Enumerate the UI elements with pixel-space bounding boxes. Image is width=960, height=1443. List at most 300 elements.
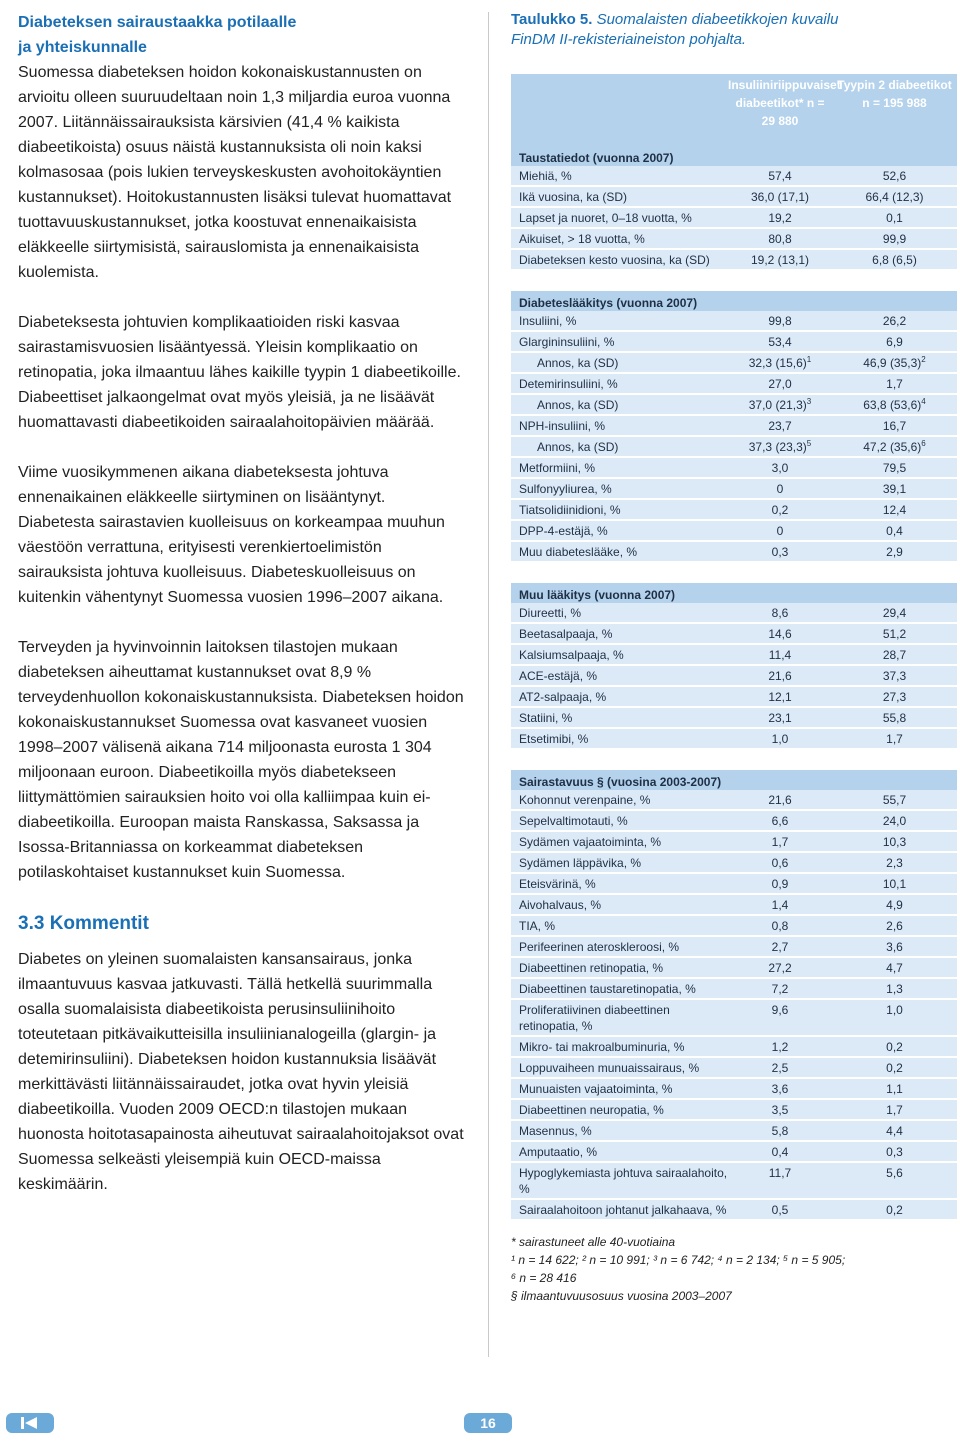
row-value-type2 [832,353,957,372]
table-row [511,790,957,811]
row-value-insulin-dependent [728,542,832,561]
footnote-ref: 5 [806,439,812,448]
cell-value: 10,3 [882,835,907,849]
cell-value: 2,9 [886,545,903,559]
table-row [511,603,957,624]
row-label: Detemirinsuliini, % [519,377,618,391]
row-value-insulin-dependent [728,708,832,727]
cell-value: 37,3 [882,669,907,683]
footnote-ref: 1 [806,355,812,364]
row-value-insulin-dependent [728,458,832,477]
table-row [511,1142,957,1163]
header-blank [511,74,728,146]
row-label: Beetasalpaaja, % [519,627,613,641]
footnote-ref: 4 [921,397,926,406]
section-spacer [511,563,957,583]
page-number: 16 [464,1413,512,1433]
row-value-insulin-dependent [728,1200,832,1219]
cell-value: 3,0 [771,461,789,475]
row-label: Sairaalahoitoon johtanut jalkahaava, % [519,1203,727,1217]
cell-value: 0,4 [771,1145,789,1159]
right-column [511,10,957,1305]
row-value-type2 [832,603,957,622]
table-row [511,542,957,563]
cell-value: 63,8 (53,6) [863,398,922,412]
row-label: Munuaisten vajaatoiminta, % [519,1082,673,1096]
row-value-type2 [832,374,957,393]
cell-value: 23,1 [768,711,792,725]
cell-value: 1,2 [771,1040,789,1054]
table-row [511,500,957,521]
cell-value: 0,5 [771,1203,789,1217]
table-row [511,1121,957,1142]
row-value-type2 [832,521,957,540]
row-value-type2 [832,853,957,872]
table-row [511,895,957,916]
row-value-insulin-dependent [728,353,832,372]
cell-value: 19,2 (13,1) [750,253,810,267]
row-label: Loppuvaiheen munuaissairaus, % [519,1061,700,1075]
row-label: ACE-estäjä, % [519,669,598,683]
row-value-type2 [832,1121,957,1140]
cell-value: 27,2 [768,961,792,975]
table-row [511,687,957,708]
footnote-ref: 2 [921,355,926,364]
cell-value: 4,4 [886,1124,903,1138]
cell-value: 11,7 [768,1166,792,1180]
table-row [511,624,957,645]
row-label: Sulfonyyliurea, % [519,482,612,496]
row-label: Annos, ka (SD) [537,356,619,370]
cell-value: 99,8 [768,314,792,328]
row-value-type2 [832,874,957,893]
cell-value: 0,4 [886,524,903,538]
row-value-insulin-dependent [728,229,832,248]
row-value-type2 [832,624,957,643]
cell-value: 37,0 (21,3) [748,398,807,412]
cell-value: 37,3 (23,3) [748,440,807,454]
row-label: Glargininsuliini, % [519,335,615,349]
row-label: Diabeettinen retinopatia, % [519,961,664,975]
table-row [511,708,957,729]
row-value-insulin-dependent [728,521,832,540]
paragraph-costs: Suomessa diabeteksen hoidon kokonaiskustannusten on arvioitu olleen suuruudeltaan noin 1,3 miljardia euroa vuonna 2007. Liitännäissairauksista kärsivien (41,4 % kaikista diabeetikoista) osuus näistä kustannuksista oli noin kaksi kolmasosaa (pois lukien terveyskeskusten avohoitokäyntien kustannukset). Hoitokustannusten lisäksi tulevat huomattavat tuottavuuskustannukset, jotka koostuvat ennenaikaisista eläkkeelle siirtymisistä, sairauslomista ja ennenaikaisista kuolemista. [18,64,452,281]
cell-value: 1,3 [886,982,903,996]
row-value-insulin-dependent [728,250,832,269]
row-value-type2 [832,500,957,519]
table-body [511,146,957,1221]
cell-value: 14,6 [768,627,792,641]
cell-value: 12,4 [882,503,907,517]
row-label: Sydämen vajaatoiminta, % [519,835,662,849]
cell-value: 4,7 [886,961,903,975]
cell-value: 0,2 [886,1061,903,1075]
row-value-type2 [832,916,957,935]
table-row [511,521,957,542]
cell-value: 1,7 [886,732,903,746]
cell-value: 3,6 [771,1082,789,1096]
row-label: DPP-4-estäjä, % [519,524,608,538]
row-label: Muu diabeteslääke, % [519,545,638,559]
cell-value: 39,1 [882,482,907,496]
row-value-insulin-dependent [728,208,832,227]
row-value-type2 [832,458,957,477]
row-value-type2 [832,1037,957,1056]
table-row [511,645,957,666]
cell-value: 1,0 [886,1003,903,1017]
section-spacer [511,750,957,770]
row-value-type2 [832,479,957,498]
cell-value: 1,0 [771,732,789,746]
table-row [511,1100,957,1121]
row-value-type2 [832,1000,957,1035]
cell-value: 5,8 [771,1124,789,1138]
table-row [511,1163,957,1200]
row-label: Statiini, % [519,711,573,725]
row-value-type2 [832,895,957,914]
row-label: Amputaatio, % [519,1145,598,1159]
table-row [511,937,957,958]
table-row [511,811,957,832]
cell-value: 53,4 [768,335,792,349]
row-value-type2 [832,250,957,269]
row-value-insulin-dependent [728,166,832,185]
row-value-insulin-dependent [728,1058,832,1077]
table-row [511,395,957,416]
row-value-type2 [832,416,957,435]
cell-value: 2,5 [771,1061,789,1075]
row-value-type2 [832,1058,957,1077]
skip-back-button[interactable] [6,1413,54,1433]
table-row [511,332,957,353]
row-label: Mikro- tai makroalbuminuria, % [519,1040,685,1054]
section-spacer [511,271,957,291]
row-value-type2 [832,437,957,456]
row-label: AT2-salpaaja, % [519,690,607,704]
row-label: Kalsiumsalpaaja, % [519,648,624,662]
cell-value: 7,2 [771,982,789,996]
row-label: NPH-insuliini, % [519,419,606,433]
paragraph-mortality: Viime vuosikymmenen aikana diabeteksesta johtuva ennenaikainen eläkkeelle siirtyminen on lisääntynyt. Diabetesta sairastavien kuolleisuus on korkeampaa muuhun väestöön verrattuna, erityisesti verenkiertoelimistön sairauksista johtuva kuolleisuus. Diabeteskuolleisuus on kuitenkin vähentynyt Suomessa vuosien 1996–2007 aikana. [18,464,445,606]
table-notes [511,1233,957,1305]
cell-value: 66,4 (12,3) [865,190,924,204]
cell-value: 5,6 [886,1166,903,1180]
table-row [511,832,957,853]
cell-value: 4,9 [886,898,903,912]
table-row [511,416,957,437]
cell-value: 51,2 [882,627,907,641]
cell-value: 3,6 [886,940,903,954]
row-value-insulin-dependent [728,832,832,851]
cell-value: 0,9 [771,877,789,891]
row-value-type2 [832,1163,957,1198]
header-type2: Tyypin 2 diabeetikot n = 195 988 [837,78,952,110]
table-row [511,458,957,479]
table-row [511,166,957,187]
cell-value: 1,7 [886,1103,903,1117]
row-label: Diureetti, % [519,606,582,620]
section-heading: Diabeteksen sairaustaakka potilaalle [18,14,297,31]
row-value-type2 [832,832,957,851]
row-label: Aikuiset, > 18 vuotta, % [519,232,645,246]
cell-value: 23,7 [768,419,792,433]
section-header: Taustatiedot (vuonna 2007) [511,146,957,166]
cell-value: 0,1 [886,211,903,225]
row-value-insulin-dependent [728,1121,832,1140]
cell-value: 0,2 [886,1203,903,1217]
row-value-type2 [832,187,957,206]
row-value-insulin-dependent [728,937,832,956]
cell-value: 24,0 [882,814,907,828]
row-label: Diabeettinen taustaretinopatia, % [519,982,696,996]
table-row [511,1000,957,1037]
cell-value: 80,8 [768,232,792,246]
row-label: Diabeteksen kesto vuosina, ka (SD) [519,253,710,267]
header-insulin-dependent: Insuliiniriippuvaiset diabeetikot* n = 29 880 [728,78,841,128]
table-row [511,311,957,332]
cell-value: 9,6 [771,1003,789,1017]
row-label: Metformiini, % [519,461,596,475]
table-row [511,853,957,874]
note-incidence: § ilmaantuvuusosuus vuosina 2003–2007 [511,1289,732,1303]
row-value-insulin-dependent [728,1163,832,1198]
cell-value: 99,9 [882,232,907,246]
cell-value: 3,5 [771,1103,789,1117]
cell-value: 8,6 [771,606,789,620]
table-caption-label: Taulukko 5. [511,11,593,28]
skip-back-icon [21,1417,24,1429]
cell-value: 79,5 [882,461,907,475]
row-value-insulin-dependent [728,374,832,393]
row-value-type2 [832,979,957,998]
cell-value: 1,4 [771,898,789,912]
row-value-insulin-dependent [728,1000,832,1035]
skip-back-icon-arrow [25,1417,37,1429]
row-value-insulin-dependent [728,1079,832,1098]
row-value-insulin-dependent [728,416,832,435]
cell-value: 36,0 (17,1) [750,190,810,204]
row-label: Sepelvaltimotauti, % [519,814,628,828]
table-row [511,1079,957,1100]
row-value-insulin-dependent [728,979,832,998]
row-value-type2 [832,542,957,561]
row-label: TIA, % [519,919,556,933]
note-n-values: ¹ n = 14 622; ² n = 10 991; ³ n = 6 742; ⁴ n = 2 134; ⁵ n = 5 905; [511,1253,846,1267]
row-label: Annos, ka (SD) [537,398,619,412]
table-caption-text-2: FinDM II-rekisteriaineiston pohjalta. [511,31,747,48]
row-value-insulin-dependent [728,187,832,206]
cell-value: 0,6 [771,856,789,870]
row-label: Eteisvärinä, % [519,877,596,891]
paragraph-complications: Diabeteksesta johtuvien komplikaatioiden riski kasvaa sairastamisvuosien lisääntyessä. Yleisin komplikaatio on retinopatia, joka ilmaantuu lähes kaikille tyypin 1 diabeetikoille. Diabeettiset jalkaongelmat ovat myös yleisiä, ja ne lisäävät huomattavasti diabeetikoiden sairaalahoitopäivien määrää. [18,314,461,431]
row-label: Aivohalvaus, % [519,898,602,912]
cell-value: 11,4 [768,648,792,662]
cell-value: 19,2 [768,211,792,225]
row-value-insulin-dependent [728,1037,832,1056]
table-row [511,874,957,895]
cell-value: 46,9 (35,3) [863,356,922,370]
row-label: Etsetimibi, % [519,732,589,746]
cell-value: 55,8 [882,711,907,725]
row-value-type2 [832,395,957,414]
row-value-insulin-dependent [728,624,832,643]
table-row [511,187,957,208]
row-value-type2 [832,937,957,956]
cell-value: 21,6 [768,793,792,807]
row-value-type2 [832,645,957,664]
cell-value: 29,4 [882,606,907,620]
row-label: Annos, ka (SD) [537,440,619,454]
cell-value: 21,6 [768,669,792,683]
row-value-insulin-dependent [728,811,832,830]
cell-value: 0 [776,482,784,496]
note-n-values-cont: ⁶ n = 28 416 [511,1271,577,1285]
row-label: Miehiä, % [519,169,572,183]
table-row [511,1058,957,1079]
cell-value: 1,7 [771,835,789,849]
row-value-insulin-dependent [728,958,832,977]
row-value-insulin-dependent [728,1100,832,1119]
cell-value: 12,1 [768,690,792,704]
row-value-insulin-dependent [728,790,832,809]
cell-value: 0,3 [771,545,789,559]
row-label: Tiatsolidiinidioni, % [519,503,621,517]
row-label: Diabeettinen neuropatia, % [519,1103,664,1117]
table-caption [511,10,957,50]
cell-value: 1,1 [886,1082,903,1096]
cell-value: 57,4 [768,169,792,183]
table-row [511,437,957,458]
row-label: Insuliini, % [519,314,577,328]
footnote-ref: 6 [921,439,926,448]
row-label: Lapset ja nuoret, 0–18 vuotta, % [519,211,692,225]
table-row [511,208,957,229]
row-label: Masennus, % [519,1124,592,1138]
table-row [511,729,957,750]
table-caption-text: Suomalaisten diabeetikkojen kuvailu [592,11,839,28]
cell-value: 0 [776,524,784,538]
row-value-insulin-dependent [728,311,832,330]
cell-value: 6,6 [771,814,789,828]
row-value-insulin-dependent [728,479,832,498]
row-value-insulin-dependent [728,853,832,872]
row-value-type2 [832,332,957,351]
row-value-type2 [832,1100,957,1119]
table-header [511,74,957,146]
cell-value: 0,2 [771,503,789,517]
table-row [511,229,957,250]
cell-value: 52,6 [882,169,907,183]
row-value-type2 [832,166,957,185]
table-row [511,1200,957,1221]
cell-value: 0,8 [771,919,789,933]
row-value-type2 [832,311,957,330]
table-row [511,250,957,271]
cell-value: 2,6 [886,919,903,933]
row-value-insulin-dependent [728,603,832,622]
paragraph-thl-costs: Terveyden ja hyvinvoinnin laitoksen tilastojen mukaan diabeteksen aiheuttamat kustannukset ovat 8,9 % terveydenhuollon kokonaiskustannuksista. Diabeteksen hoidon kokonaiskustannukset Suomessa ovat kasvaneet vuosien 1998–2007 välisenä aikana 714 miljoonasta eurosta 1 304 miljoonaan euroon. Diabeetikoilla myös diabetekseen liittymättömien sairauksien hoito voi olla kalliimpaa kuin ei-diabeetikoilla. Euroopan maista Ranskassa, Saksassa ja Isossa-Britanniassa on korkeammat diabeteksen potilaskohtaiset kustannukset kuin Suomessa. [18,639,464,881]
table-row [511,479,957,500]
cell-value: 27,3 [882,690,907,704]
row-label: Proliferatiivinen diabeettinen retinopatia, % [519,1003,670,1033]
row-label: Ikä vuosina, ka (SD) [519,190,628,204]
table-row [511,916,957,937]
row-value-insulin-dependent [728,395,832,414]
cell-value: 6,8 (6,5) [872,253,917,267]
left-column [18,10,464,1222]
row-label: Kohonnut verenpaine, % [519,793,651,807]
row-value-type2 [832,1142,957,1161]
cell-value: 26,2 [882,314,907,328]
row-value-insulin-dependent [728,645,832,664]
row-value-type2 [832,687,957,706]
row-value-insulin-dependent [728,666,832,685]
cell-value: 6,9 [886,335,903,349]
table-row [511,1037,957,1058]
table-row [511,958,957,979]
paragraph-comments: Diabetes on yleinen suomalaisten kansansairaus, jonka ilmaantuvuus kasvaa jatkuvasti. Tällä hetkellä suurimmalla osalla suomalaisista diabeetikoista perusinsuliinihoito toteutetaan pitkävaikutteisilla insuliinianalogeilla (glargin- ja detemirinsuliini). Diabeteksen hoidon kustannuksia lisäävät merkittävästi liitännäissairaudet, jotka ovat hyvin yleisiä diabeetikoilla. Vuoden 2009 OECD:n tilastojen mukaan huonosta hoitotasapainosta aiheutuvat sairaalahoitojaksot ovat Suomessa selkeästi yleisempiä kuin OECD-maissa keskimäärin. [18,951,464,1193]
data-table [511,74,957,1221]
cell-value: 2,3 [886,856,903,870]
row-value-insulin-dependent [728,895,832,914]
cell-value: 16,7 [882,419,907,433]
section-header: Muu lääkitys (vuonna 2007) [511,583,957,603]
footnote-ref: 3 [806,397,812,406]
column-divider [488,12,489,1357]
page-footer [0,1413,960,1435]
row-value-type2 [832,208,957,227]
row-value-insulin-dependent [728,916,832,935]
row-value-insulin-dependent [728,687,832,706]
row-value-insulin-dependent [728,874,832,893]
cell-value: 47,2 (35,6) [863,440,922,454]
row-value-insulin-dependent [728,332,832,351]
cell-value: 27,0 [768,377,792,391]
row-value-type2 [832,729,957,748]
cell-value: 28,7 [882,648,907,662]
cell-value: 2,7 [771,940,789,954]
section-header: Sairastavuus § (vuosina 2003-2007) [511,770,957,790]
cell-value: 55,7 [882,793,907,807]
row-value-insulin-dependent [728,1142,832,1161]
row-value-type2 [832,666,957,685]
section-heading-cont: ja yhteiskunnalle [18,39,147,56]
row-value-type2 [832,790,957,809]
row-label: Hypoglykemiasta johtuva sairaalahoito, % [519,1166,728,1196]
row-value-type2 [832,811,957,830]
row-value-insulin-dependent [728,500,832,519]
cell-value: 32,3 (15,6) [748,356,807,370]
row-value-type2 [832,1200,957,1219]
cell-value: 0,2 [886,1040,903,1054]
row-value-type2 [832,958,957,977]
row-value-insulin-dependent [728,437,832,456]
table-row [511,666,957,687]
row-value-type2 [832,708,957,727]
row-value-type2 [832,1079,957,1098]
note-asterisk: * sairastuneet alle 40-vuotiaina [511,1235,676,1249]
cell-value: 0,3 [886,1145,903,1159]
row-value-type2 [832,229,957,248]
table-row [511,374,957,395]
row-value-insulin-dependent [728,729,832,748]
cell-value: 1,7 [886,377,903,391]
cell-value: 10,1 [882,877,907,891]
section-title-kommentit: 3.3 Kommentit [18,913,149,934]
table-row [511,979,957,1000]
section-header: Diabeteslääkitys (vuonna 2007) [511,291,957,311]
row-label: Sydämen läppävika, % [519,856,642,870]
